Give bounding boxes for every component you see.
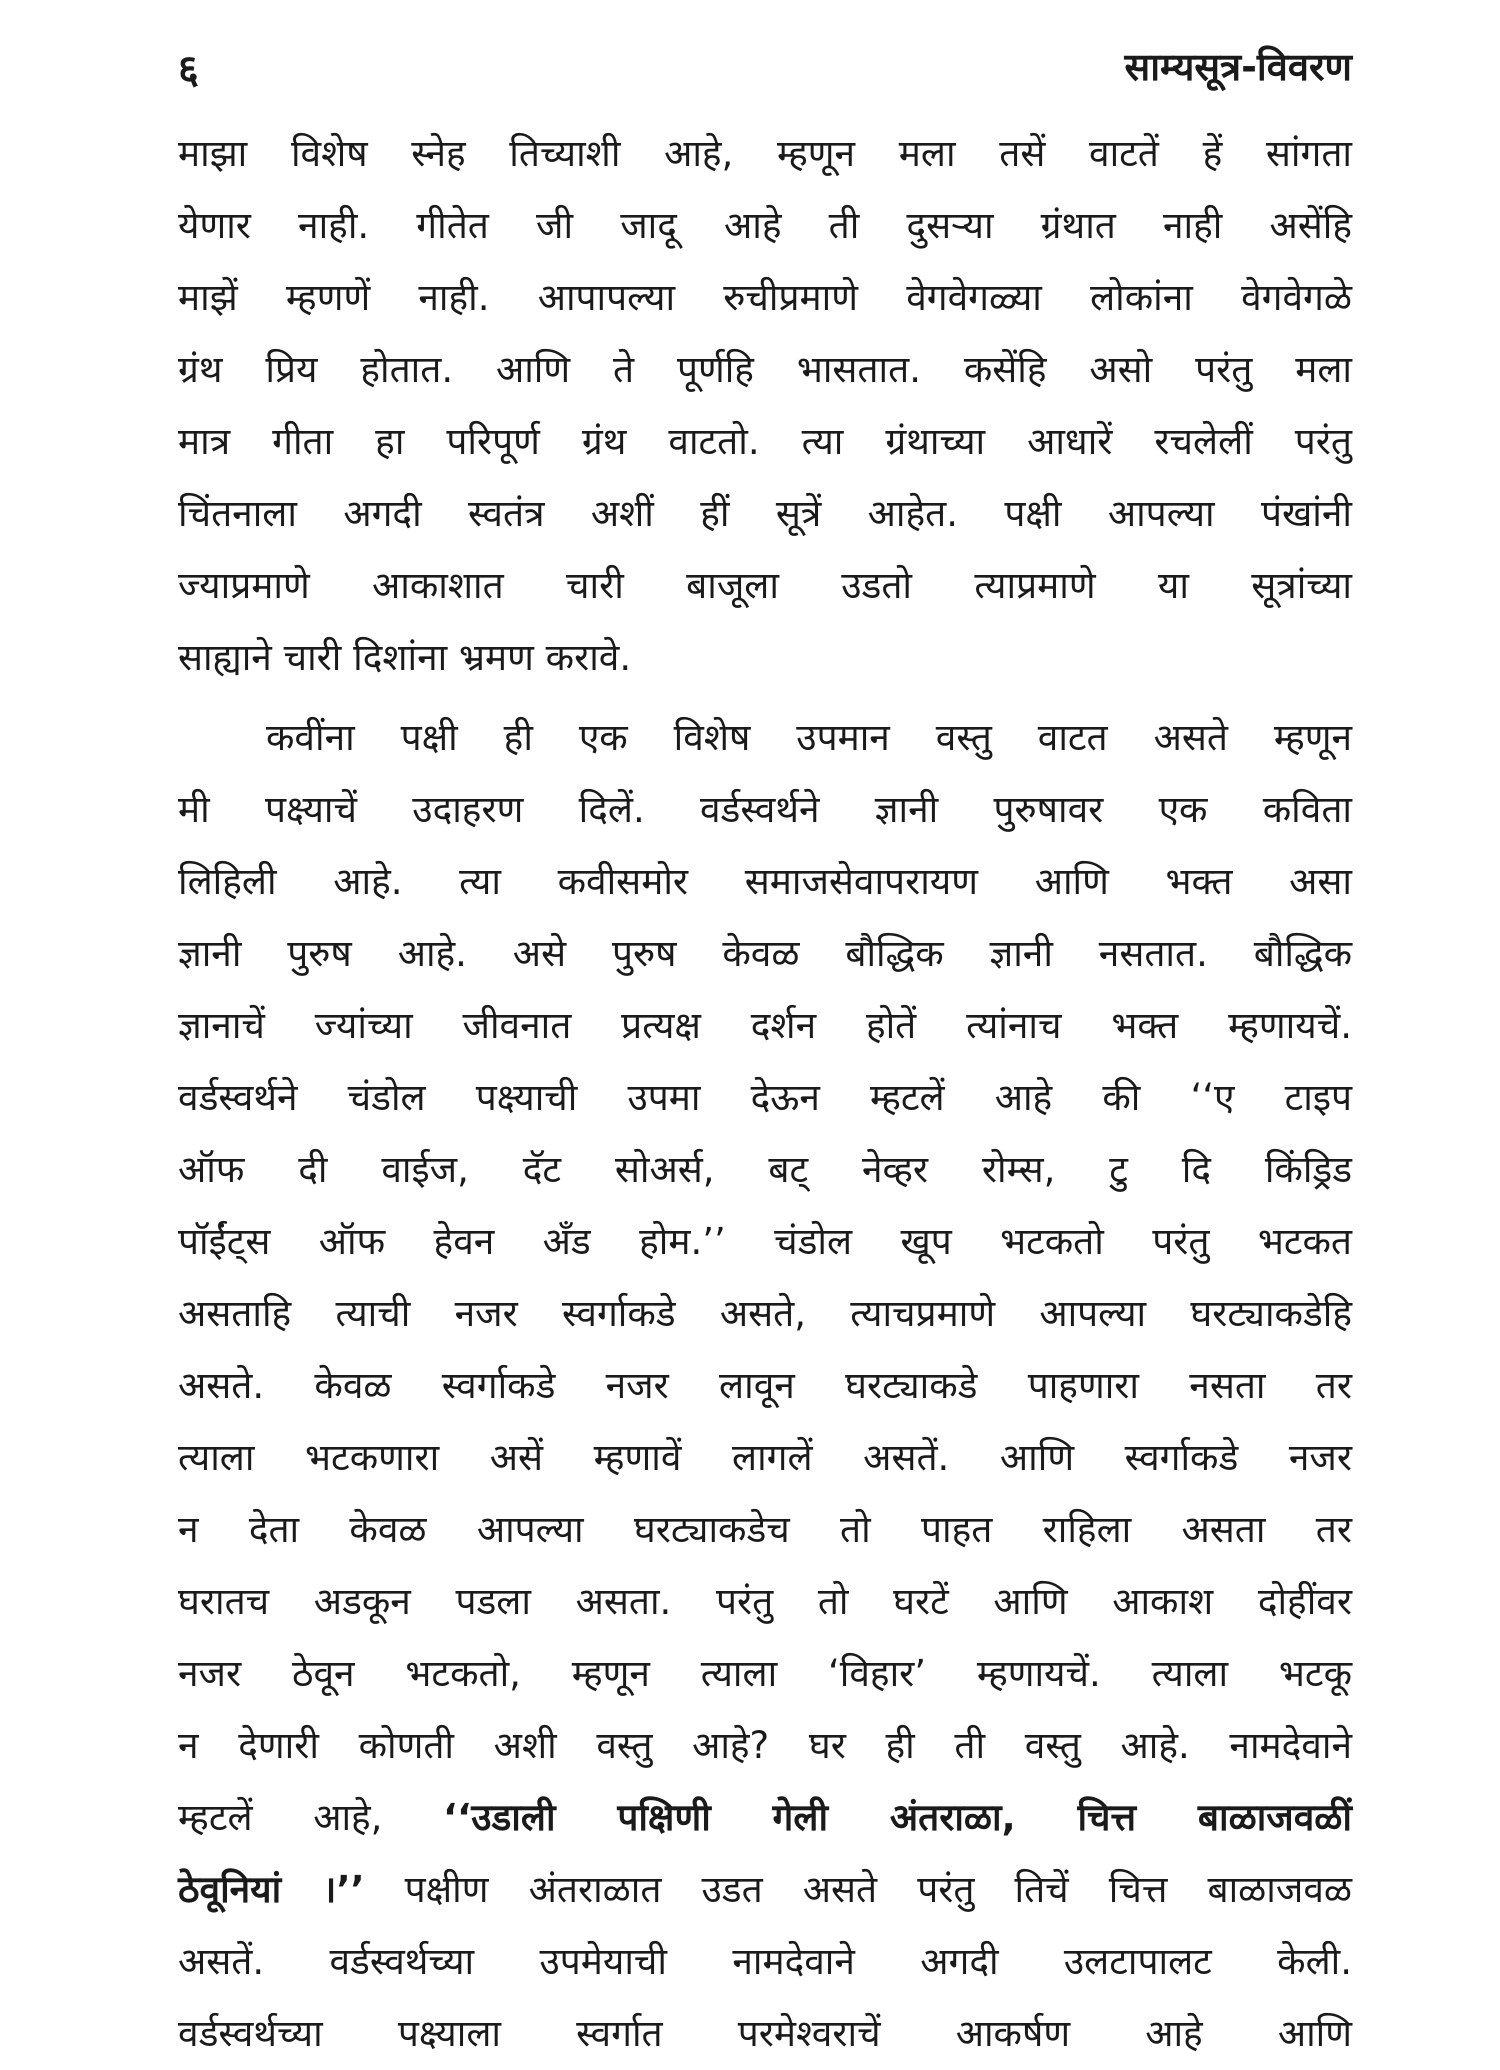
text-line: माझें म्हणणें नाही. आपापल्या रुचीप्रमाणे वेगवेगळ्या लोकांना वेगवेगळे bbox=[178, 276, 1352, 319]
paragraph-gap bbox=[178, 694, 1352, 702]
text-line: लिहिली आहे. त्या कवीसमोर समाजसेवापरायण आणि भक्त असा bbox=[178, 860, 1352, 903]
text-line: ऑफ दी वाईज, दॅट सोअर्स, बट् नेव्हर रोम्स, टु दि किंड्रिड bbox=[178, 1148, 1352, 1191]
text-line: ग्रंथ प्रिय होतात. आणि ते पूर्णहि भासतात. कसेंहि असो परंतु मला bbox=[178, 348, 1352, 391]
text-line: वर्डस्वर्थच्या पक्ष्याला स्वर्गात परमेश्वराचें आकर्षण आहे आणि bbox=[178, 2012, 1352, 2055]
body-text bbox=[178, 118, 1352, 2070]
text-line: येणार नाही. गीतेत जी जादू आहे ती दुसऱ्या ग्रंथात नाही असेंहि bbox=[178, 204, 1352, 247]
text-line: नजर ठेवून भटकतो, म्हणून त्याला ‘विहार’ म्हणायचें. त्याला भटकू bbox=[178, 1652, 1352, 1695]
text-line: वर्डस्वर्थने चंडोल पक्ष्याची उपमा देऊन म्हटलें आहे की ‘‘ए टाइप bbox=[178, 1076, 1352, 1119]
text-line: ज्ञानी पुरुष आहे. असे पुरुष केवळ बौद्धिक ज्ञानी नसतात. बौद्धिक bbox=[178, 932, 1352, 975]
paragraph-2 bbox=[178, 702, 1352, 1782]
page-number: ६ bbox=[178, 47, 199, 93]
text-line: असते. केवळ स्वर्गाकडे नजर लावून घरट्याकडे पाहणारा नसता तर bbox=[178, 1364, 1352, 1407]
text-line: मी पक्ष्याचें उदाहरण दिलें. वर्डस्वर्थने ज्ञानी पुरुषावर एक कविता bbox=[178, 788, 1352, 831]
text-line: माझा विशेष स्नेह तिच्याशी आहे, म्हणून मला तसें वाटतें हें सांगता bbox=[178, 132, 1352, 175]
text-line-quote bbox=[178, 1782, 1352, 1854]
text-line: त्याला भटकणारा असें म्हणावें लागलें असतें. आणि स्वर्गाकडे नजर bbox=[178, 1436, 1352, 1479]
text-line: साह्याने चारी दिशांना भ्रमण करावे. bbox=[178, 636, 632, 679]
text-line: असतें. वर्डस्वर्थच्या उपमेयाची नामदेवाने अगदी उलटापालट केली. bbox=[178, 1940, 1352, 1983]
page-header bbox=[178, 40, 1352, 100]
running-title: साम्यसूत्र-विवरण bbox=[1124, 45, 1352, 89]
text-line: चिंतनाला अगदी स्वतंत्र अशीं हीं सूत्रें आहेत. पक्षी आपल्या पंखांनी bbox=[178, 492, 1352, 535]
text-line: कवींना पक्षी ही एक विशेष उपमान वस्तु वाटत असते म्हणून bbox=[266, 716, 1352, 759]
text-line: ज्ञानाचें ज्यांच्या जीवनात प्रत्यक्ष दर्शन होतें त्यांनाच भक्त म्हणायचें. bbox=[178, 1004, 1352, 1047]
quote-followup: पक्षीण अंतराळात उडत असते परंतु तिचें चित्त बाळाजवळ bbox=[404, 1868, 1353, 1911]
text-line: मात्र गीता हा परिपूर्ण ग्रंथ वाटतो. त्या ग्रंथाच्या आधारें रचलेलीं परंतु bbox=[178, 420, 1352, 463]
text-line-quote-continued bbox=[178, 1854, 1352, 1926]
text-line: न देता केवळ आपल्या घरट्याकडेच तो पाहत राहिला असता तर bbox=[178, 1508, 1352, 1551]
quote-intro: म्हटलें आहे, bbox=[178, 1796, 383, 1839]
text-line: ज्याप्रमाणे आकाशात चारी बाजूला उडतो त्याप्रमाणे या सूत्रांच्या bbox=[178, 564, 1352, 607]
text-line: पॉईंट्स ऑफ हेवन अँड होम.’’ चंडोल खूप भटकतो परंतु भटकत bbox=[178, 1220, 1352, 1263]
paragraph-1 bbox=[178, 118, 1352, 694]
text-line: न देणारी कोणती अशी वस्तु आहे? घर ही ती वस्तु आहे. नामदेवाने bbox=[178, 1724, 1352, 1767]
closing-lines bbox=[178, 1926, 1352, 2070]
abhang-quote: ‘‘उडाली पक्षिणी गेली अंतराळा, चित्त बाळाजवळीं bbox=[443, 1796, 1353, 1839]
text-line: असताहि त्याची नजर स्वर्गाकडे असते, त्याचप्रमाणे आपल्या घरट्याकडेहि bbox=[178, 1292, 1352, 1335]
text-line: घरातच अडकून पडला असता. परंतु तो घरटें आणि आकाश दोहींवर bbox=[178, 1580, 1352, 1623]
abhang-quote-end: ठेवूनियां ।’’ bbox=[178, 1868, 365, 1911]
